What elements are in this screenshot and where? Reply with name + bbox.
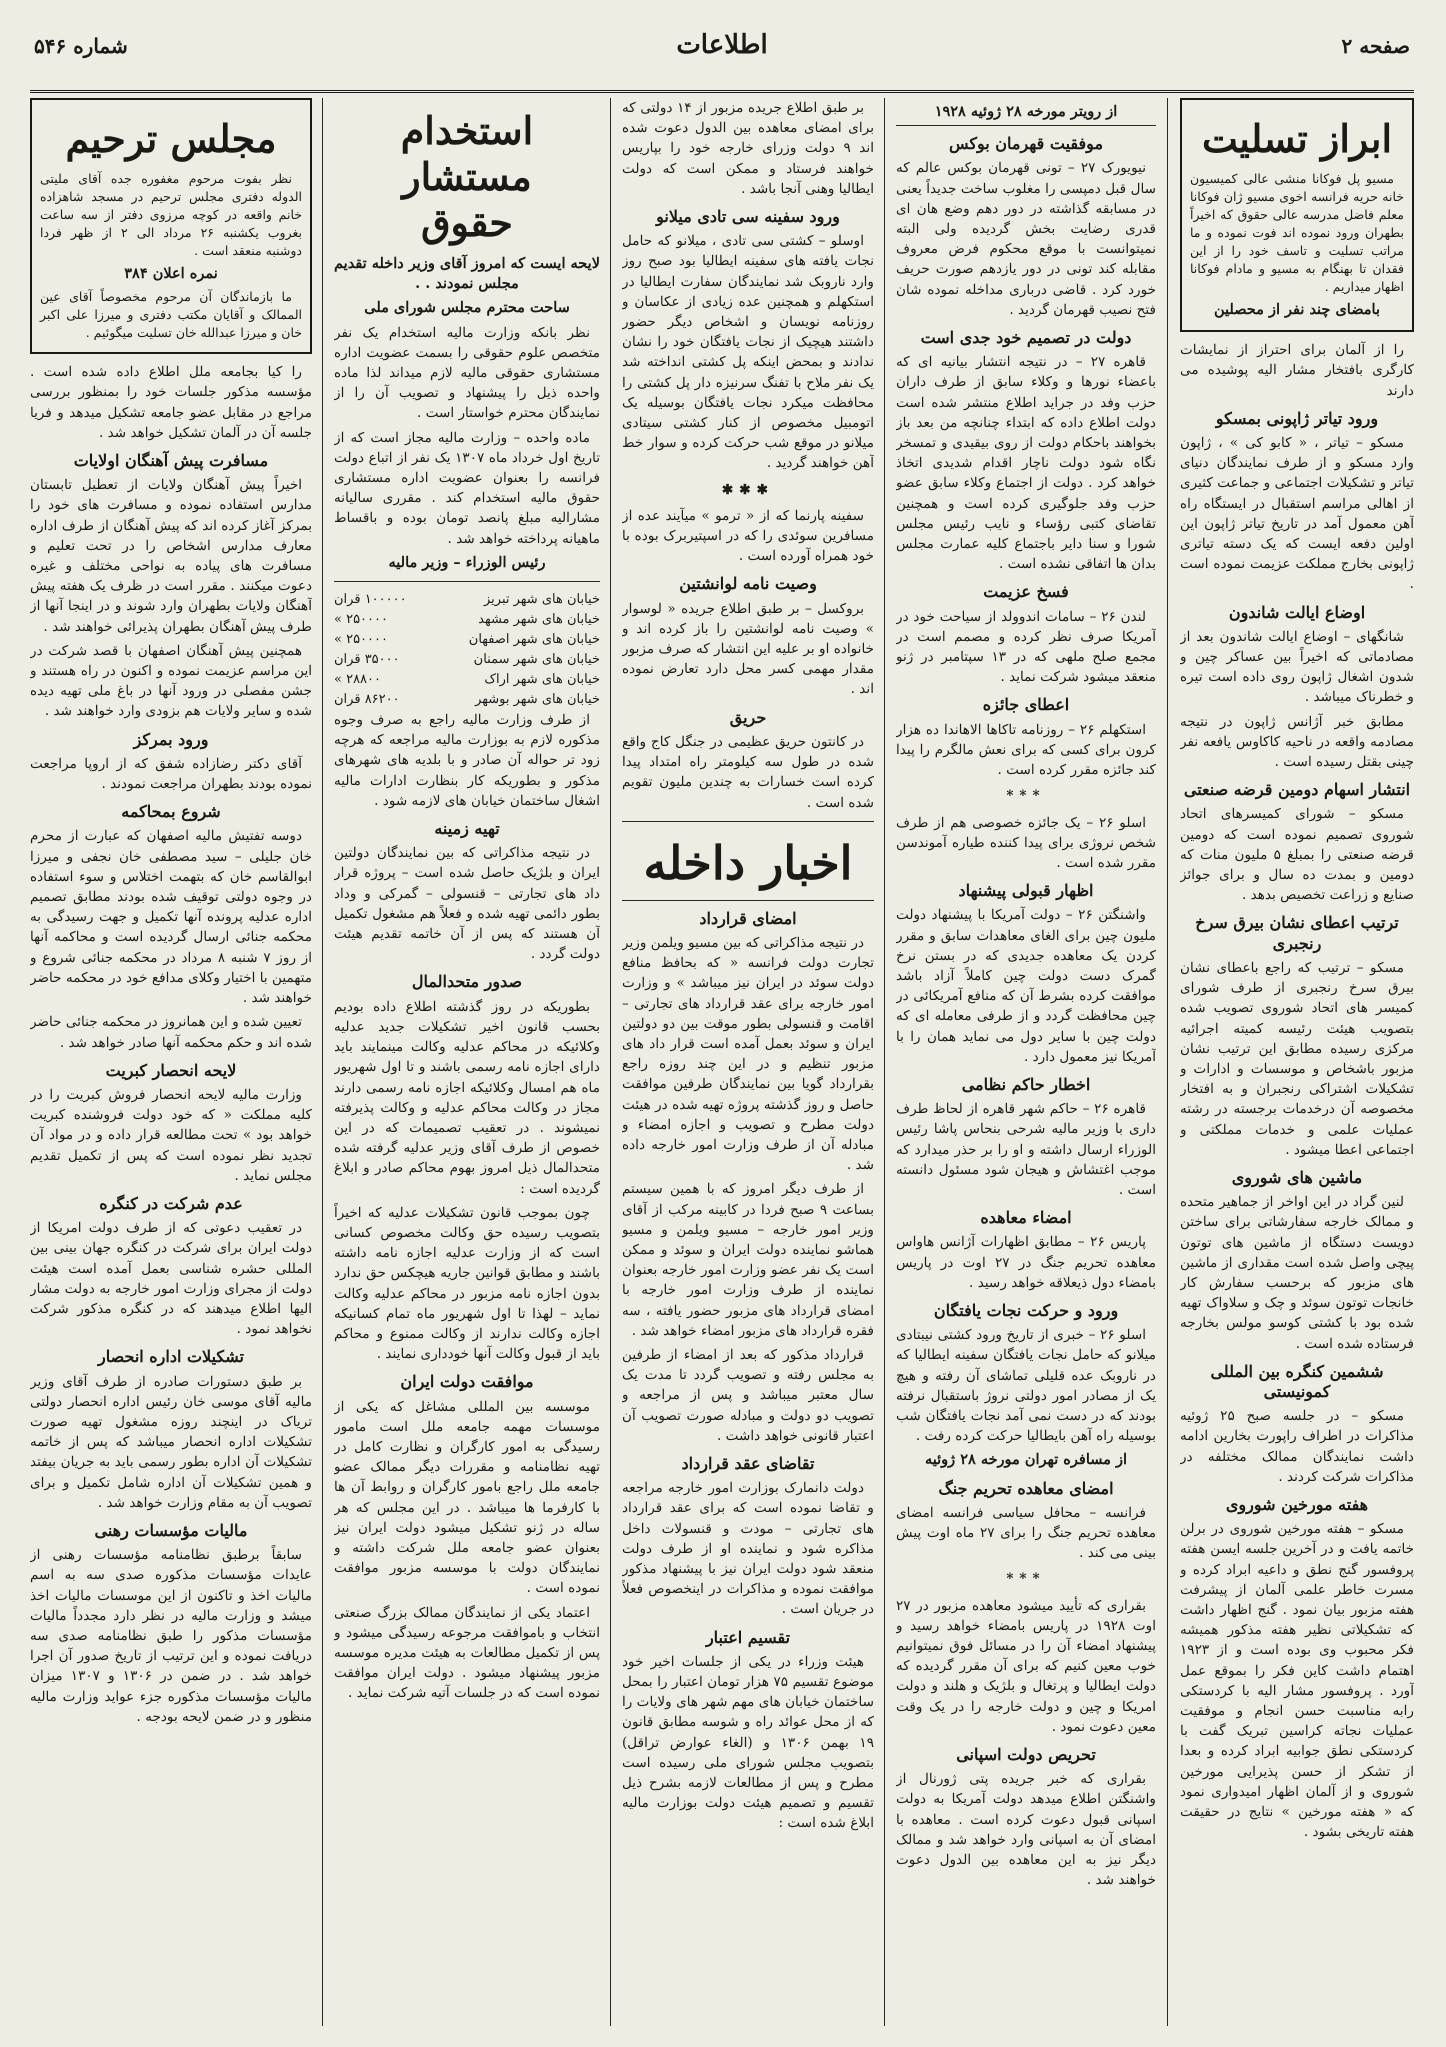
- masthead: [30, 26, 1414, 93]
- article-text: فرانسه – محافل سیاسی فرانسه امضای معاهده تحریم جنگ را برای ۲۷ ماه اوت پیش بینی می کند .: [896, 1504, 1156, 1562]
- headline-govt-agreement: موافقت دولت ایران: [400, 1372, 534, 1392]
- separator-stars: ✱✱✱: [721, 481, 775, 498]
- street-amount: ۲۸۸۰۰ »: [334, 672, 382, 688]
- headline-voyage: فسخ عزیمت: [983, 582, 1069, 602]
- column-2: [896, 98, 1156, 2026]
- article-text: بروکسل – بر طبق اطلاع جریده « لوسوار » وصیت نامه لوانشتین را باز کرده اند و خانواده او بر علیه این انتشار که صرف مزبور مقدار مهمی کسر محل دارد تعارض نموده اند .: [622, 600, 874, 698]
- condolence-box: [1180, 98, 1414, 332]
- memorial-title: مجلس ترحیم: [65, 116, 277, 161]
- article-text: ماده واحده – وزارت مالیه مجاز است که از تاریخ اول خرداد ماه ۱۳۰۷ یک نفر از اتباع دولت فرانسه را بعنوان عضویت اداره مستشاری حقوق مالیه استخدام کند . مقرری سالیانه مشارالیه مبلغ پانصد تومان بوده و باقساط ماهیانه پرداخته خواهد شد .: [334, 429, 600, 547]
- article-text: قاهره ۲۷ – در نتیجه انتشار بیانیه ای که باعضاء نورها و وکلاء سابق از طرف داران حزب وفد در جراید اطلاع منتشر شده است دولت اطلاع داده که ابتداء چنانچه من بعد باز بخواهند باحکام دولت از روی بیقیدی و تمسخر نگاه شود دولت ناچار اقدام شدیدی اتخاذ خواهد کرد . دولت از اجتماع وکلاء سابق عضو حزب وفد جلوگیری کرده است و همچنین تقاضای کتبی رؤساء و نایب رئیس مجلس شورا و سنا دایر باجتماع کلیه عمارت مجلس بدان ها اتفاقی نشده است .: [896, 354, 1156, 573]
- streets-budget-row: [334, 670, 600, 690]
- headline-rescue: ورود و حرکت نجات یافتگان: [933, 1300, 1119, 1320]
- headline-prize: اعطای جائزه: [982, 695, 1070, 715]
- article-text: بطوریکه در روز گذشته اطلاع داده بودیم بحسب قانون اخیر تشکیلات جدید عدلیه وکلائیکه در محاکم عدلیه وکالت مینمایند باید دارای اجازه نامه رسمی باشند و تا اول شهریور ماه هم امسال وکلائیکه اجازه نامه رسمی دارند مجاز در وکالت محاکم عدلیه و وکالت پذیرفته نمیشوند . در تعقیب تصمیمات که در این خصوص از طرف آقای وزیر عدلیه گرفته شده متحدالمال ذیل امروز بهوم محاکم صادر و ابلاغ گردیده است :: [334, 998, 600, 1197]
- article-text: مسکو – شورای کمیسرهای اتحاد شوروی تصمیم نموده است که دومین قرضه صنعتی را بمبلغ ۵ ملیون منات که دومین و بمدت ده سال و برای جوائز صنایع و زراعت تخصیص بدهد .: [1180, 806, 1414, 904]
- article-text: مسکو – هفته مورخین شوروی در برلن خاتمه یافت و در آخرین جلسه ایسن هفته پروفسور گنج نطق و داعیه ابراد کرده و مسرت خاطر علمی آلمان از پیشرفت هفته مزبور بیان نمود . گنج اظهار داشت که تشکیلاتی نظیر هفته مذکور همیشه فکر محبوب وی بوده است و از ۱۹۲۳ اهتمام داشت کاین فکر را بموقع عمل آورد . پروفسور مشار الیه با کردستکی رابه مناسبت حسن انجام و موفقیت عملیات نجاته کراسین تبریک گفت با کردستکی نطق جوابیه ابراد کرده و بعدا از تشکر از حسن پذیرایی مورخین شوروی و از آلمان اظهار امیدواری نمود که « هفته مورخین » نتایج در حقیقت هفته تاریخی بشود .: [1180, 1521, 1414, 1841]
- headline-red-banner: ترتیب اعطای نشان بیرق سرخ رنجبری: [1195, 913, 1399, 953]
- article-text: را کیا بجامعه ملل اطلاع داده شده است . مؤسسه مذکور جلسات خود را بمنظور بررسی مراجع در مقابل عضو جامعه تشکیل میدهد و فریا جلسه آن در آلمان تشکیل خواهد شد .: [30, 364, 312, 441]
- ad-number: نمره اعلان ۳۸۴: [124, 265, 218, 282]
- article-text: مسکو – در جلسه صبح ۲۵ ژوئیه مذاکرات در اطراف راپورت بخارین ادامه داشت نمایندگان ممالک مختلفه در مذاکرات شرکت کردند .: [1180, 1408, 1414, 1485]
- column-rule: [884, 98, 885, 2026]
- headline-pact: اظهار قبولی پیشنهاد: [958, 881, 1094, 901]
- article-text: از طرف وزارت مالیه راجع به صرف وجوه مذکوره لازم به بوزارت مالیه مراجعه که هرچه زود تر حواله آن صادر و با بلدیه های شهرهای مذکور و بطوریکه کار بنظارت ادارات مالیه اشغال ساختمان خیابان های لازمه شود .: [334, 712, 600, 809]
- article-text: لنین گراد در این اواخر از جماهیر متحده و ممالک خارجه سفارشاتی برای ساختن دویست دستگاه از ماشین های توتون پیچی واصل شده است مقداری از ماشین های مزبور که برحسب سفارش کار خانجات توتون سوئد و چک و سلاواک تهیه شده بود با کشتی کوسو مولس بخارجه فرستاده شده است .: [1180, 1194, 1414, 1352]
- headline-shandong: اوضاع ایالت شاندون: [1228, 602, 1366, 622]
- street-amount: ۸۶۲۰۰ قران: [334, 692, 400, 708]
- street-name: خیابان های شهر اراک: [484, 672, 600, 688]
- column-rule: [1167, 98, 1168, 2026]
- headline-war-ban: امضای معاهده تحریم جنگ: [938, 1478, 1114, 1498]
- article-text: سفینه پارنما که از « ترمو » میآیند عده از مسافرین سوئدی را که در اسپتیربرک بوده با خود همراه آورده است .: [622, 507, 874, 565]
- street-name: خیابان های شهر سمنان: [473, 652, 600, 668]
- article-text: بر طبق اطلاع جریده مزبور از ۱۴ دولتی که برای امضای معاهده بین الدول دعوت شده اند ۹ دولت وزرای خارجه خود را بپاریس خواهند فرستاد و ممکن است که دولت ایطالیا وهنی آنجا باشد .: [622, 100, 874, 197]
- source-note: از مسافره تهران مورخه ۲۸ ژوئیه: [924, 1451, 1128, 1469]
- article-text: مسکو – تیاتر ، « کابو کی » ، ژاپون وارد مسکو و از طرف نمایندگان دنیای تیاتر و تشکیلات اجتماعی و جماعت کثیری از اهالی مراسم استقبال در ایستگاه راه آهن معمول آمد در تاریخ تیاتر ژاپون این اولین دفعه ایست که یک دسته تیاتری ژاپونی بخارج مملکت عزیمت نموده است .: [1180, 435, 1414, 593]
- condolence-text: مسیو پل فوکانا منشی عالی کمیسیون خانه حریه فرانسه اخوی مسیو ژان فوکانا معلم فاضل مدرسه عالی حقوق که اخیراً بطهران ورود نموده اند فوت نموده و ما مراتب تسلیت و تاسف خود را از این فقدان تا بهنگام به مسیو و مادام فوکانا اظهار میداریم .: [1190, 171, 1404, 294]
- article-text: دولت دانمارک بوزارت امور خارجه مراجعه و تقاضا نموده است که برای عقد قرارداد های تجارتی – مودت و قنسولات داخل مذاکره شود و نماینده او از طرف دولت منعقد شود دولت ایران نیز با پیشنهاد مذکور موافقت نموده و مذاکرات در اینخصوص فعلاً در جریان است .: [622, 1480, 874, 1618]
- bill-heading: لایحه ایست که امروز آقای وزیر داخله تقدیم مجلس نمودند . .: [334, 255, 600, 293]
- street-name: خیابان های شهر تبریز: [484, 592, 600, 608]
- column-5: [30, 98, 312, 2026]
- headline-comintern: ششمین کنگره بین المللی کمونیستی: [1210, 1361, 1384, 1401]
- streets-budget-row: [334, 610, 600, 630]
- article-text: اوسلو – کشتی سی تادی ، میلانو که حامل نجات یافته های سفینه ایطالیا بود صبح روز وارد ناروبک شد نمایندگان سفارت ایطالیا در استکهلم و همچنین عده زیادی از عکاسان و روزنامه نویسان و اشخاص دیگر حضور داشتند هیچیک از نجات یافتگان خود را نشان ندادند و بمحض اینکه پل کشتی انداخته شد یک نفر ملاح با تفنگ سرنیزه دار پل کشتی را محافظت میکرد نجات یافتگان بوسیله یک اتومبیل مخصوص از کنار کشتی سیتادی میلانو در موقع شب حرکت کرده و سوار خط آهن خواهند گردید .: [622, 233, 874, 472]
- memorial-text: نظر بفوت مرحوم مغفوره جده آقای ملیتی الدوله دفتری مجلس ترحیم در مسجد شاهزاده خانم واقعه در کوچه مرزوی دفتر از سه ساعت بغروب یکشنبه ۲۶ مرداد الی ۲ از ظهر فردا دوشنبه منعقد است .: [40, 171, 302, 258]
- article-text: اعتماد یکی از نمایندگان ممالک بزرگ صنعتی انتخاب و باموافقت مرجوعه رسیدگی میشود و پس از تکمیل مطالعات به هیئت مدیره موسسه مزبور پیشنهاد میشود . دولت ایران موافقت نموده است که در جلسات آتیه شرکت نماید .: [334, 1604, 600, 1702]
- bill-subheading: ساحت محترم مجلس شورای ملی: [364, 299, 570, 317]
- street-name: خیابان های شهر مشهد: [478, 612, 600, 628]
- page-number: صفحه ۲: [1341, 34, 1410, 58]
- streets-budget-row: [334, 690, 600, 710]
- article-text: قاهره ۲۶ – حاکم شهر قاهره از لحاظ طرف داری با وزیر مالیه شرحی بنحاس پاشا رئیس الوزراء ارسال داشته و او را بر حذر میدارد که موجب اغتشاش و هیجان شود مسئول دانسته است .: [896, 1101, 1156, 1198]
- article-text: شانگهای – اوضاع ایالت شاندون بعد از مصادماتی که اخیراً بین عساکر چین و شدون اشغال ژاپون روی داده است تیره و خطرناک میباشد .: [1180, 628, 1414, 706]
- article-text: اسلو ۲۶ – خبری از تاریخ ورود کشتی نیبتادی میلانو که حامل نجات یافتگان سفینه ایطالیا که در ناروبک عده قلیلی تماشای آن رفته و هیچ یک از مصادر امور دولتی نروژ باستقبال نرفته بودند که در دست نمی آمد نجات یافتگان شب بوسیله راه آهن بایطالیا حرکت کرده رفت .: [896, 1327, 1156, 1445]
- article-text: استکهلم ۲۶ – روزنامه تاکاها الاهاندا ده هزار کرون برای کسی که برای نعش مالگرم را پیدا کند جائزه مقرر کرده است .: [896, 721, 1156, 779]
- headline-pawnshops: مالیات مؤسسات رهنی: [94, 1520, 248, 1540]
- headline-industrial-loan: انتشار اسهام دومین قرضه صنعتی: [1183, 780, 1411, 800]
- headline-fire: حریق: [729, 707, 767, 727]
- article-text: اخیراً پیش آهنگان ولایات از تعطیل تابستان مدارس استفاده نموده و مسافرت های خود را بمرکز آغاز کرده اند که پیش آهنگان از طرف اداره معارف مدارس اشخاص را در تحت تعلیم و مسافرت های پیاده به نواحی مختلف و غیره دعوت میکنند . مقرر است در ظرف یک هفته پیش آهنگان ولایات بطهران وارد شوند و در اینجا آنها از طرف پیش آهنگان بطهران پذیرائی خواهند شد .: [30, 477, 312, 635]
- article-text: وزارت مالیه لایحه انحصار فروش کبریت را در کلیه مملکت « که خود دولت فروشنده کبریت خواهد بود » تحت مطالعه قرار داده و در مواد آن تجدید نظر نموده است که پس از تکمیل تقدیم مجلس نماید .: [30, 1086, 312, 1184]
- headline-monopoly-office: تشکیلات اداره انحصار: [98, 1347, 244, 1367]
- section-divider: [622, 900, 874, 901]
- headline-scouts: مسافرت پیش آهنگان اولایات: [73, 451, 269, 471]
- article-text: بقراری که خبر جریده پتی ژورنال از واشنگتن اطلاع میدهد دولت آمریکا به دولت اسپانی قبول دعوت کرده است . معاهده با امضای آن به اسپانی وارد خواهد شد و ممالک دیگر نیز به این معاهده بین الدول دعوت خواهند شد .: [896, 1771, 1156, 1889]
- column-rule: [610, 98, 611, 2026]
- article-text: در نتیجه مذاکراتی که بین مسیو ویلمن وزیر تجارت دولت فرانسه « که بحافظ منافع دولت سوئد در ایران نیز میباشد » و وزارت امور خارجه برای عقد قرارداد های تجارتی – اقامت و قنسولی بطور موقت بین دو دولتین ایران و سوئد بعمل آمده است قرار داد های مزبور تنظیم و در این چند روزه راجع بقرارداد گویا بین نمایندگان طرفین موافقت حاصل و روز گذشته پروژه تهیه شده در هیئت دولت مطرح و تصویب و اجازه امضاء و مبادله آن از طرف وزارت امور خارجه داده شد .: [622, 934, 874, 1174]
- article-text: در نتیجه مذاکراتی که بین نمایندگان دولتین ایران و بلژیک حاصل شده است – پروژه قرار داد های تجارتی – قنسولی – گمرکی و وداد بطور دائمی تهیه شده و فعلاً هم مشغول تکمیل آن هستند که پس از آن خاتمه تقدیم هیئت دولت گردد .: [334, 845, 600, 963]
- headline-spain: تحریص دولت اسپانی: [956, 1745, 1096, 1765]
- street-amount: ۲۵۰۰۰۰ »: [334, 612, 388, 628]
- street-name: خیابان های شهر اصفهان: [468, 632, 600, 648]
- column-4: [334, 98, 600, 2026]
- headline-soviet-machines: ماشین های شوروی: [1231, 1167, 1363, 1187]
- reuters-date-heading: از رویتر مورخه ۲۸ ژوئیه ۱۹۲۸: [896, 102, 1156, 126]
- headline-japan-theatre: ورود تیاتر ژاپونی بمسکو: [1215, 408, 1379, 428]
- headline-treaty: امضاء معاهده: [980, 1208, 1072, 1228]
- separator-stars: ***: [1006, 788, 1046, 805]
- headline-advisor-line1: استخدام مستشار: [400, 108, 534, 199]
- article-text: آقای دکتر رضازاده شفق که از اروپا مراجعت نموده بودند بطهران مراجعت نمودند .: [30, 755, 312, 793]
- street-name: خیابان های شهر بوشهر: [475, 692, 600, 708]
- article-text: لندن ۲۶ – سامات اندوولد از سیاحت خود در آمریکا صرف نظر کرده و مصمم است در مجمع صلح ملهی که در ۱۳ سپتامبر در ژنو منعقد میشود شرکت نماید .: [896, 608, 1156, 686]
- article-text: مسکو – ترتیب که راجع باعطای نشان بیرق سرخ رنجبری از طرف شورای کمیسر های اتحاد شوروی تصویب شده بتصویب هیئت رئیسه کمیته اجرائیه مرکزی رسیده مطابق این ترتیب نشان مزبور باشخاص و موسسات و ادارات و تشکیلات اشتراکی رنجبران و به افتخار مخصوصه آن درخدمات برجسته در رشته عملیات علمی و خدمات مملکتی و اجتماعی اعطا میشود .: [1180, 959, 1414, 1158]
- street-amount: ۳۵۰۰۰ قران: [334, 652, 400, 668]
- street-amount: ۲۵۰۰۰۰ »: [334, 632, 388, 648]
- column-1: [1180, 98, 1414, 2026]
- section-divider: [622, 821, 874, 822]
- headline-decree: صدور متحدالمال: [411, 972, 523, 992]
- section-divider: [334, 581, 600, 582]
- issue-number: شماره ۵۴۶: [34, 34, 128, 58]
- article-text: از طرف دیگر امروز که با همین سیستم بساعت ۹ صبح فردا در کابینه مرکب از آقای وزیر امور خارجه – مسیو ویلمن و مسیو هماشو نماینده دولت ایران و سوئد و ممکن است یک نفر عضو وزارت امور خارجه بعنوان نماینده از طرف وزارت امور خارجه با امضای قرارداد های مزبور حضور یافته ، سه فقره قرارداد های مزبور امضاء خواهد شد .: [622, 1181, 874, 1339]
- article-text: همچنین پیش آهنگان اصفهان با قصد شرکت در این مراسم عزیمت نموده و اکنون در راه هستند و جشن مفصلی در ورود آنها در باغ ملی تهیه دیده شده و سایر ولایات هم بزودی وارد خواهند شد .: [30, 642, 312, 720]
- headline-historians-week: هفته مورخین شوروی: [1225, 1494, 1369, 1514]
- headline-governor: اخطار حاکم نظامی: [961, 1074, 1091, 1094]
- headline-cabinet: دولت در تصمیم خود جدی است: [920, 328, 1132, 348]
- article-text: دوسه تفتیش مالیه اصفهان که عبارت از محرم خان جلیلی – سید مصطفی خان نجفی و میرزا ابوالقاسم خان که بتهمت اختلاس و سوء استفاده در وجوه دولتی توقیف شده بودند مطابق تصمیم اداره عدلیه پرونده آنها تکمیل و جهت رسیدگی به محکمه جنائی ارسال گردیده است و محاکمه آنها از روز ۷ شنبه ۸ مرداد در محکمه جنائی شروع و متهمین با اختیار وکلای مدافع خود در محکمه حاضر خواهند شد .: [30, 828, 312, 1007]
- article-text: بر طبق دستورات صادره از طرف آقای وزیر مالیه آقای موسی خان رئیس اداره انحصار دولتی تریاک در اینچند روزه مشغول تهیه صورت تشکیلات اداره انحصار میباشد که پس از خاتمه تشکیلات آن اداره بطور رسمی باید به جریان بیفتد و همین تشکیلات آن اداره شامل تکمیل و برای تصویب آن به مقام وزارت خواهد شد .: [30, 1373, 312, 1511]
- article-text: هیئت وزراء در یکی از جلسات اخیر خود موضوع تقسیم ۷۵ هزار تومان اعتبار را بمحل ساختمان خیابان های مهم شهر های ولایات را که از محل عوائد راه و شوسه مطابق قانون ۱۹ بهمن ۱۳۰۶ و (الغاء عوارض تراقل) بتصویب مجلس شورای ملی رسیده است مطرح و پس از مطالعات لازمه بشرح ذیل تقسیم و تصمیم هیئت دولت بوزارت مالیه ابلاغ شده است :: [622, 1653, 874, 1832]
- article-text: واشنگتن ۲۶ – دولت آمریکا با پیشنهاد دولت ملیون چین برای الغای معاهدات سابق و مقرر کردن یک معاهده جدیدی که در بستن نرخ گمرک دست دولت چین کاملاً آزاد باشد موافقت کرده بشرط آن که منافع آمریکائی در چین محافظت گردد و از طرفی معامله ای که دولت چین با سایر دول می نماید همان را با آمریکا نیز معمول دارد .: [896, 907, 1156, 1065]
- article-text: مطابق خبر آژانس ژاپون در نتیجه مصادمه واقعه در ناحیه کاکاوس یافعه نفر چینی بقتل رسیده است .: [1180, 713, 1414, 771]
- article-text: در تعقیب دعوتی که از طرف دولت امریکا از دولت ایران برای شرکت در کنگره جهان بینی بین المللی حشره شناسی بعمل آمده است هیئت دولت از مجرای وزارت امور خارجه به دولت مشار الیها اطلاع میدهند که در کنگره مذکور شرکت نخواهد نمود .: [30, 1220, 312, 1338]
- column-3: [622, 98, 874, 2026]
- headline-boxing: موفقیت قهرمان بوکس: [948, 134, 1104, 154]
- article-text: پاریس ۲۶ – مطابق اظهارات آژانس هاواس معاهده تحریم جنگ در ۲۷ اوت در پاریس بامضاء دول ذیعلاقه خواهد رسید .: [896, 1234, 1156, 1291]
- article-text: نظر بانکه وزارت مالیه استخدام یک نفر متخصص علوم حقوقی را بسمت عضویت اداره مستشاری حقوقی مالیه لازم میداند لذا ماده واحده ذیل را پیشنهاد و تصویب آن را از نمایندگان محترم خواستار است .: [334, 324, 600, 422]
- article-text: موسسه بین المللی مشاغل که یکی از موسسات مهمه جامعه ملل است مامور رسیدگی به امور کارگران و نظارت کامل در تهیه نظامنامه و مقررات دیگر ممالک عضو جامعه ملل راجع بامور کارگران و روابط آن ها با کارفرما ها میباشد . در این مجلس که هر ساله در ژنو تشکیل میشود دولت ایران نیز بعنوان عضو جامعه ملل شرکت داشته و نمایندگان دولت با موسسه مزبور موافقت نموده است .: [334, 1398, 600, 1597]
- article-text: تعیین شده و این همانروز در محکمه جنائی حاضر شده اند و حکم محکمه آنها صادر خواهد شد .: [30, 1014, 312, 1051]
- headline-contract: امضای قرارداد: [699, 908, 797, 928]
- article-text: نیویورک ۲۷ – تونی قهرمان بوکس عالم که سال قبل دمپسی را مغلوب ساخت جدیداً یعنی در مسابقه گذاشته در دور دهم وضع هان ای قدری رضایت بخش گردیده ولی البته نمیتوانست با موقع محکوم فرض معروف مقابله کند تونی در دور یازدهم صورت حریف خورد کرد . قاضی درباری مداخله نموده شان فتح نصیب قهرمان گردید .: [896, 160, 1156, 318]
- headline-ship: ورود سفینه سی تادی میلانو: [656, 207, 840, 227]
- headline-advisor-line2: حقوق: [421, 200, 513, 245]
- article-text: را از آلمان برای احتراز از نمایشات کارگری بافتخار مشار الیه پوشیده می دارند: [1180, 342, 1414, 399]
- article-text: در کانتون حریق عظیمی در جنگل کاج واقع شده در طول سه کیلومتر راه امتداد پیدا کرده است خسارات به چندین ملیون تقویم شده است .: [622, 733, 874, 811]
- article-text: سابقاً برطبق نظامنامه مؤسسات رهنی از عایدات مؤسسات مذکوره صدی سه به اسم مالیات اخذ و تاکنون از این موسسات مالیات اخذ میشد و وزارت مالیه در نظر دارد مجدداً مالیات مؤسسات مذکور را طبق نظامنامه صدی سه دریافت نموده و این ترتیب از تاریخ صدور آن اجرا خواهد شد . در ضمن در ۱۳۰۶ و ۱۳۰۷ میزان مالیات مؤسسات مذکوره جزء عواید وزارت مالیه منظور و در ضمن لایحه بودجه .: [30, 1547, 312, 1725]
- headline-match-monopoly: لایحه انحصار کبریت: [105, 1060, 237, 1080]
- paper-name: اطلاعات: [676, 30, 768, 60]
- headline-trial: شروع بمحاکمه: [121, 802, 221, 822]
- article-text: قرارداد مذکور که بعد از امضاء از طرفین به مجلس رفته و تصویب گردد تا مدت یک سال معتبر میباشد و پس از مراجعه و تصویب دو دولت و مبادله صورت تصویب آن اعتبار قانونی خواهد داشت .: [622, 1346, 874, 1444]
- headline-will: وصیت نامه لوانشتین: [679, 574, 817, 594]
- condolence-title: ابراز تسلیت: [1201, 116, 1393, 161]
- separator-stars: ***: [1006, 1571, 1046, 1588]
- column-rule: [322, 98, 323, 2026]
- street-amount: ۱۰۰۰۰۰ قران: [334, 592, 407, 608]
- streets-budget-row: [334, 650, 600, 670]
- headline-credit: تقسیم اعتبار: [705, 1627, 791, 1647]
- streets-budget-row: [334, 590, 600, 610]
- headline-congress: عدم شرکت در کنگره: [99, 1193, 243, 1213]
- condolence-signature: بامضای چند نفر از محصلین: [1213, 301, 1381, 318]
- headline-trade: تقاضای عقد قرارداد: [681, 1453, 815, 1473]
- article-text: بقراری که تأیید میشود معاهده مزبور در ۲۷ اوت ۱۹۲۸ در پاریس بامضاء خواهد رسید و پیشنهاد امضاء آن را در مسائل فوق نمیتوانیم خوب معین کنیم که برای آن مقرر گردیده که دولت ایطالیا و پرتغال و بلژیک و هلند و دولت امریکا و چین و دولت خارجه را در یک وقت معین دعوت نمود .: [896, 1597, 1156, 1735]
- memorial-box: [30, 98, 312, 354]
- section-title-domestic: اخبار داخله: [643, 835, 853, 890]
- streets-budget-row: [334, 630, 600, 650]
- headline-arrival: ورود بمرکز: [133, 729, 209, 749]
- memorial-text: ما بازماندگان آن مرحوم مخصوصاً آقای عین الممالک و آقایان مکتب دفتری و میرزا علی اکبر خان و میرزا عبدالله خان تسلیت میگوئیم .: [40, 289, 302, 341]
- article-text: چون بموجب قانون تشکیلات عدلیه که اخیراً بتصویب رسیده حق وکالت مخصوص کسانی است که از وزارت عدلیه اجازه نامه داشته باشند و مطابق قوانین جاریه هیچکس حق ندارد بدون اجازه نامه مزبور در محاکم عدلیه وکالت نماید – لهذا تا اول شهریور ماه تمام کسانیکه اجازه وکالت ندارند از وکالت ممنوع و محاکم باید از قبول وکالت آنها خودداری نمایند .: [334, 1204, 600, 1363]
- streets-budget-list: [334, 590, 600, 710]
- bill-signature: رئیس الوزراء – وزیر مالیه: [388, 553, 546, 571]
- article-text: اسلو ۲۶ – یک جائزه خصوصی هم از طرف شخص نروژی برای پیدا کننده طیاره آموندسن مقرر شده است .: [896, 814, 1156, 871]
- headline-groundwork: تهیه زمینه: [434, 819, 500, 839]
